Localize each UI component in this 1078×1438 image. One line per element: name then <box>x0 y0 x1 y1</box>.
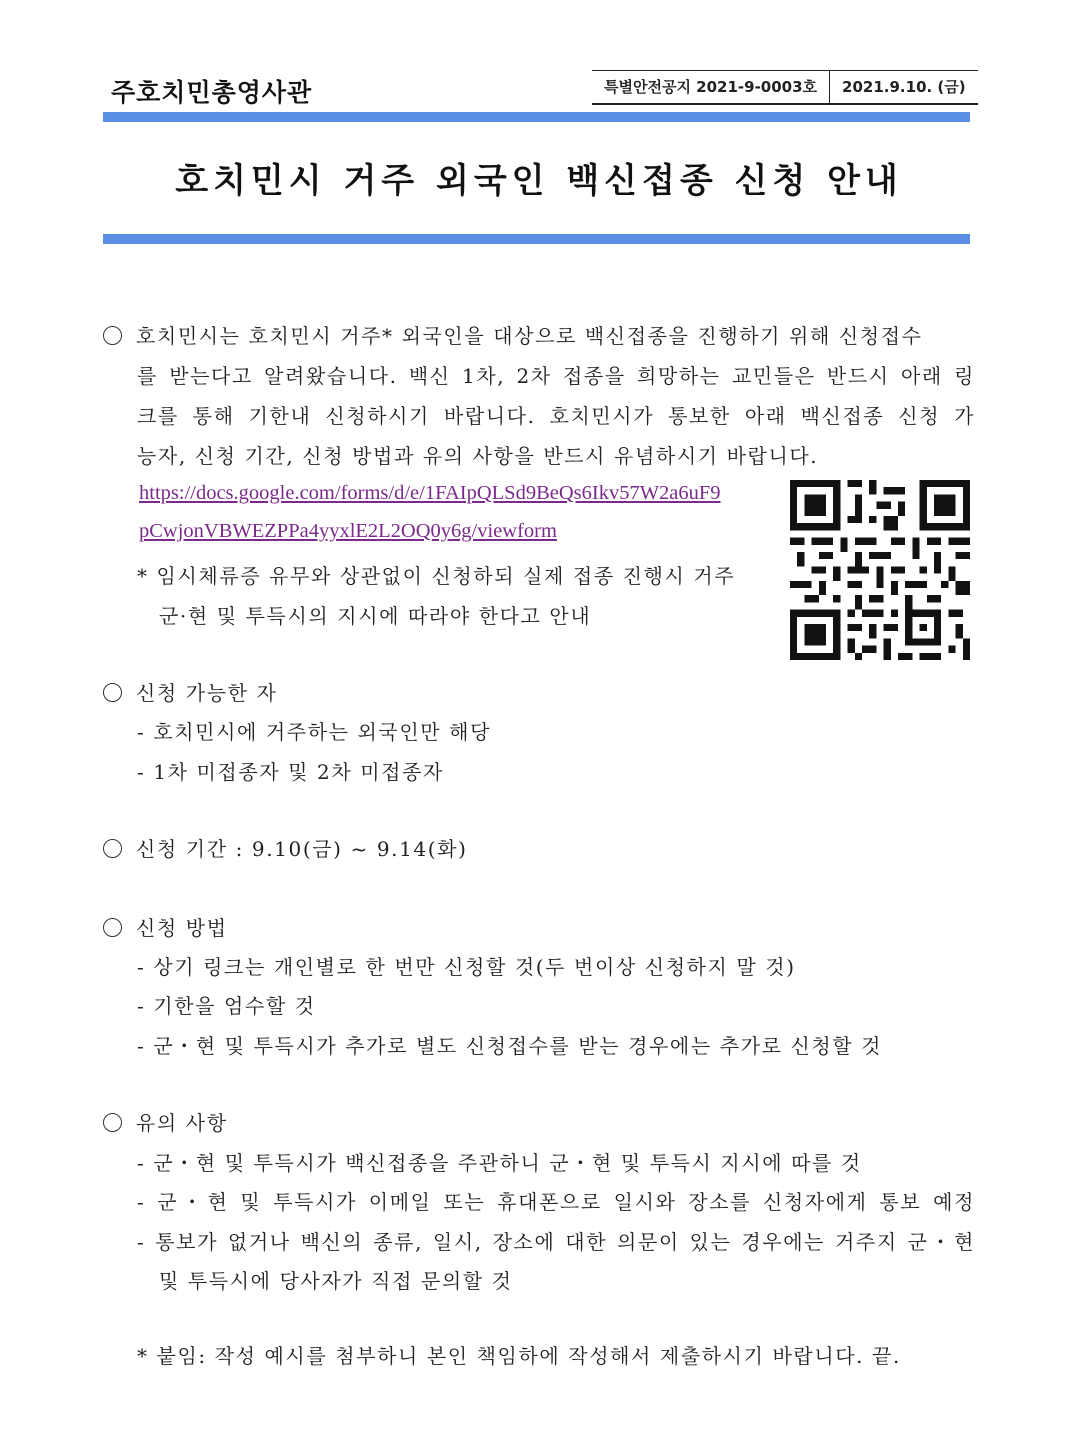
caution-item-2: - 군・현 및 투득시가 이메일 또는 휴대폰으로 일시와 장소를 신청자에게 통보 예정 <box>137 1190 975 1214</box>
title-divider-bar <box>103 234 970 244</box>
bullet-circle-icon <box>103 839 122 858</box>
notice-info-box <box>592 70 978 105</box>
attachment-note: * 붙임: 작성 예시를 첨부하니 본인 책임하에 작성해서 제출하시기 바랍니다. 끝. <box>137 1344 901 1368</box>
top-divider-bar <box>103 112 970 122</box>
caution-item-3: - 통보가 없거나 백신의 종류, 일시, 장소에 대한 의문이 있는 경우에는 거주지 군・현 <box>137 1230 975 1254</box>
bullet-circle-icon <box>103 1113 122 1132</box>
caution-heading: 유의 사항 <box>103 1107 228 1136</box>
caution-item-1: - 군・현 및 투득시가 백신접종을 주관하니 군・현 및 투득시 지시에 따를 것 <box>137 1151 862 1175</box>
application-period: 신청 기간 : 9.10(금) ~ 9.14(화) <box>103 833 467 862</box>
document-title: 호치민시 거주 외국인 백신접종 신청 안내 <box>175 161 903 201</box>
intro-line-2: 를 받는다고 알려왔습니다. 백신 1차, 2차 접종을 희망하는 교민들은 반드시 아래 링 <box>137 364 975 388</box>
form-link-line-2[interactable]: pCwjonVBWEZPPa4yyxlE2L2OQ0y6g/viewform <box>139 520 557 542</box>
intro-line-4: 능자, 신청 기간, 신청 방법과 유의 사항을 반드시 유념하시기 바랍니다. <box>137 444 819 468</box>
eligible-item-2: - 1차 미접종자 및 2차 미접종자 <box>137 760 444 784</box>
notice-date: 2021.9.10. (금) <box>829 71 978 103</box>
intro-note-line-2: 군·현 및 투득시의 지시에 따라야 한다고 안내 <box>159 604 592 628</box>
bullet-circle-icon <box>103 683 122 702</box>
intro-line-3: 크를 통해 기한내 신청하시기 바랍니다. 호치민시가 통보한 아래 백신접종 신청 가 <box>137 404 975 428</box>
intro-line-1: 호치민시는 호치민시 거주* 외국인을 대상으로 백신접종을 진행하기 위해 신청접수 <box>103 320 923 349</box>
eligible-heading: 신청 가능한 자 <box>103 677 277 706</box>
bullet-circle-icon <box>103 326 122 345</box>
method-item-1: - 상기 링크는 개인별로 한 번만 신청할 것(두 번이상 신청하지 말 것) <box>137 955 796 979</box>
method-item-2: - 기한을 엄수할 것 <box>137 994 316 1018</box>
method-item-3: - 군・현 및 투득시가 추가로 별도 신청접수를 받는 경우에는 추가로 신청할 것 <box>137 1034 883 1058</box>
form-link-line-1[interactable]: https://docs.google.com/forms/d/e/1FAIpQLSd9BeQs6Ikv57W2a6uF9 <box>139 482 721 504</box>
notice-number: 특별안전공지 2021-9-0003호 <box>604 78 818 96</box>
method-heading: 신청 방법 <box>103 912 228 941</box>
caution-item-3-cont: 및 투득시에 당사자가 직접 문의할 것 <box>159 1269 513 1293</box>
bullet-circle-icon <box>103 918 122 937</box>
eligible-item-1: - 호치민시에 거주하는 외국인만 해당 <box>137 720 491 744</box>
intro-note-line-1: * 임시체류증 유무와 상관없이 신청하되 실제 접종 진행시 거주 <box>137 564 736 588</box>
issuing-office: 주호치민총영사관 <box>111 78 313 107</box>
qr-code-icon[interactable] <box>790 480 970 660</box>
